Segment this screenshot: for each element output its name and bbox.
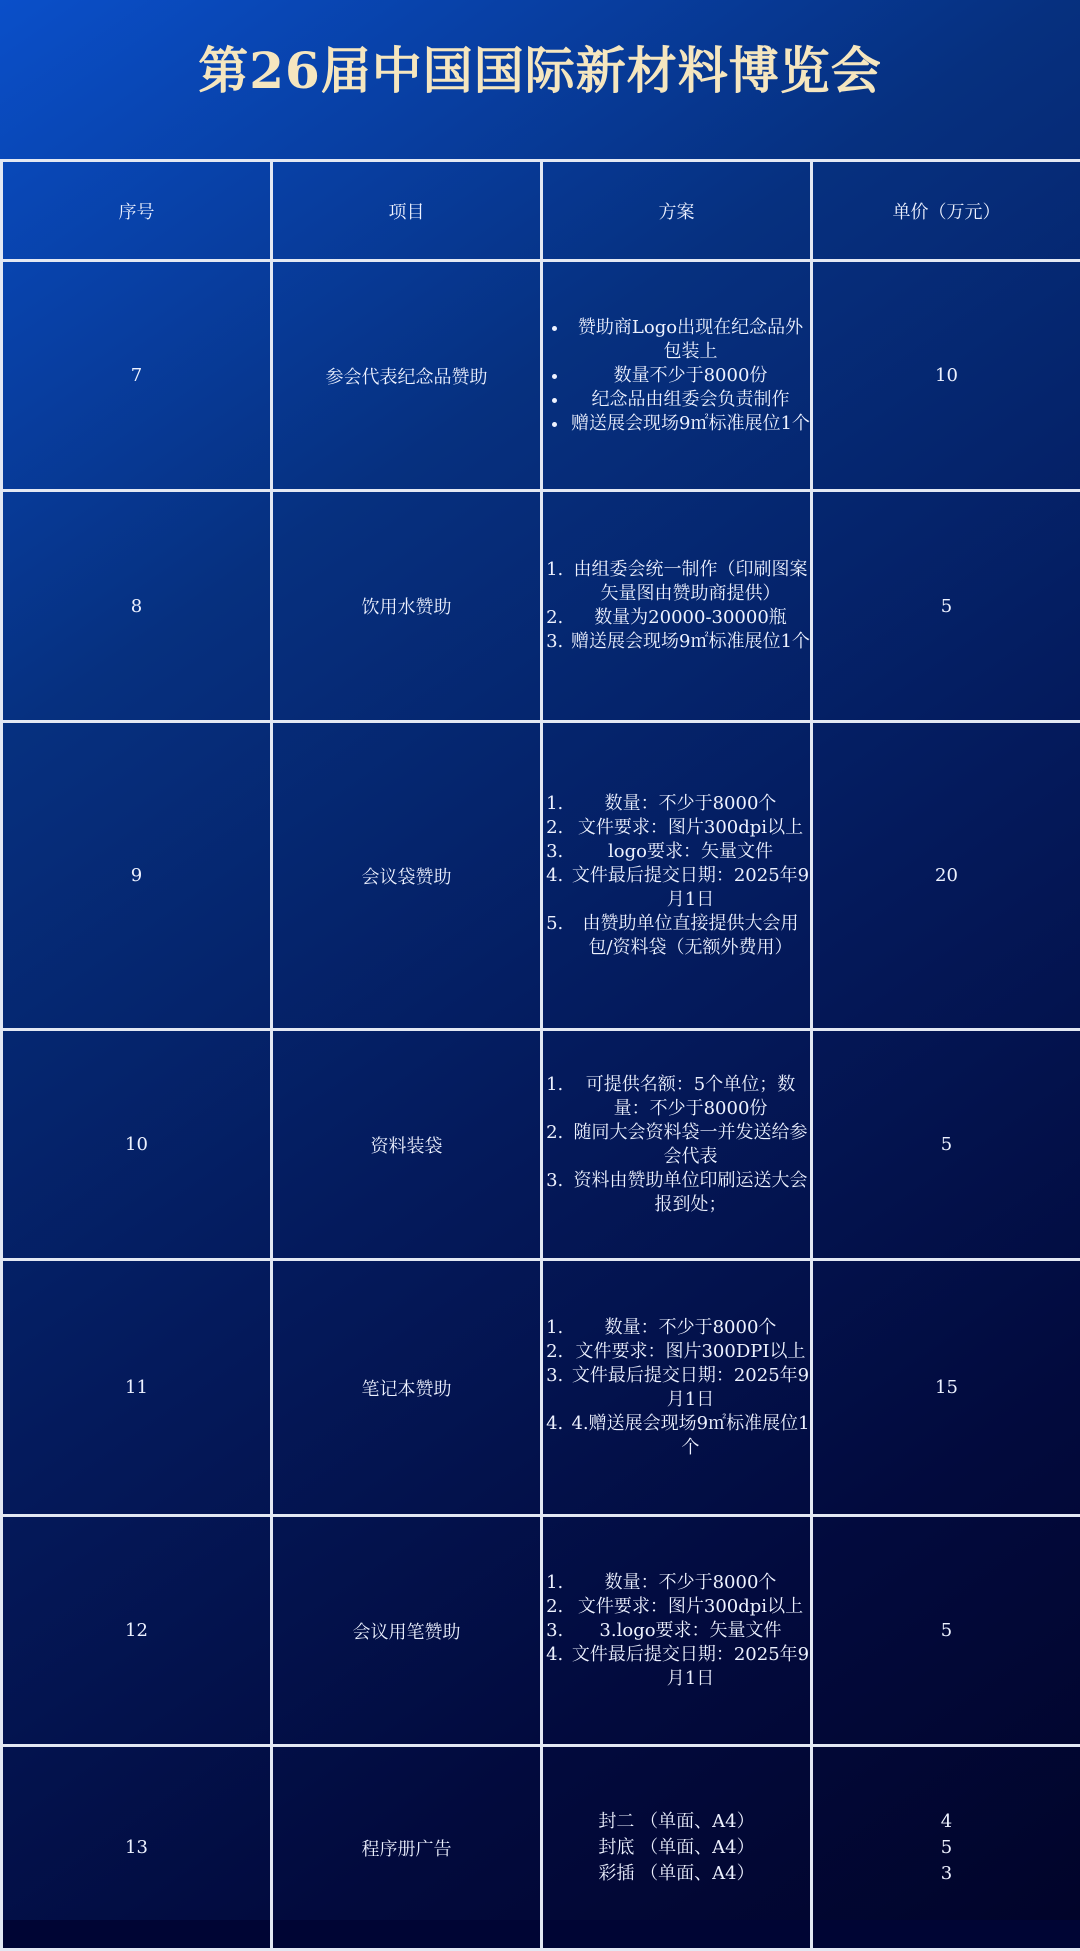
row-no: 11 [2,1260,272,1516]
row-no: 10 [2,1030,272,1260]
row-plan [542,261,812,491]
row-item: 笔记本赞助 [272,1260,542,1516]
plan-item: 2. 文件要求：图片300DPI以上 [569,1340,810,1364]
plan-item: • 数量不少于8000份 [569,364,810,388]
table-row [2,1260,1080,1516]
header-no: 序号 [2,161,272,261]
plan-list [543,1316,810,1460]
plan-item: • 纪念品由组委会负责制作 [569,388,810,412]
row-no: 8 [2,491,272,722]
plan-list [543,316,810,436]
table-row [2,1516,1080,1746]
plan-item: 2. 数量为20000-30000瓶 [569,606,810,630]
price-line: 5 [813,1835,1080,1861]
plan-item: 3. 赠送展会现场9㎡标准展位1个 [569,630,810,654]
page-title: 第26届中国国际新材料博览会 [198,31,882,103]
plan-lines [543,1809,810,1887]
row-price: 10 [812,261,1080,491]
row-item: 参会代表纪念品赞助 [272,261,542,491]
plan-list [543,792,810,960]
row-plan [542,491,812,722]
row-item: 程序册广告 [272,1746,542,1950]
plan-list [543,558,810,654]
plan-list [543,1073,810,1217]
price-line: 4 [813,1809,1080,1835]
row-no: 13 [2,1746,272,1950]
row-no: 9 [2,722,272,1030]
row-price: 20 [812,722,1080,1030]
price-lines [813,1809,1080,1887]
row-price: 15 [812,1260,1080,1516]
row-price: 5 [812,1516,1080,1746]
plan-item: 3. 资料由赞助单位印刷运送大会报到处； [569,1169,810,1217]
row-item: 资料装袋 [272,1030,542,1260]
row-price: 5 [812,491,1080,722]
plan-item: 2. 文件要求：图片300dpi以上 [569,816,810,840]
plan-item: 1. 数量：不少于8000个 [569,792,810,816]
plan-item: 4. 4.赠送展会现场9㎡标准展位1个 [569,1412,810,1460]
plan-item: 2. 文件要求：图片300dpi以上 [569,1595,810,1619]
plan-item: • 赞助商Logo出现在纪念品外包装上 [569,316,810,364]
plan-item: • 赠送展会现场9㎡标准展位1个 [569,412,810,436]
plan-item: 3. logo要求：矢量文件 [569,840,810,864]
row-plan [542,722,812,1030]
plan-line: 彩插 （单面、A4） [543,1861,810,1887]
price-line: 3 [813,1861,1080,1887]
row-item: 会议袋赞助 [272,722,542,1030]
plan-item: 1. 数量：不少于8000个 [569,1571,810,1595]
row-price [812,1746,1080,1950]
row-plan [542,1516,812,1746]
sponsorship-table [0,159,1080,1951]
row-plan [542,1746,812,1950]
row-plan [542,1260,812,1516]
row-item: 饮用水赞助 [272,491,542,722]
header-item: 项目 [272,161,542,261]
plan-item: 2. 随同大会资料袋一并发送给参会代表 [569,1121,810,1169]
row-no: 12 [2,1516,272,1746]
row-no: 7 [2,261,272,491]
plan-item: 5. 由赞助单位直接提供大会用包/资料袋（无额外费用） [569,912,810,960]
header-price: 单价（万元） [812,161,1080,261]
table-row [2,491,1080,722]
row-item: 会议用笔赞助 [272,1516,542,1746]
plan-item: 4. 文件最后提交日期：2025年9月1日 [569,864,810,912]
plan-item: 3. 3.logo要求：矢量文件 [569,1619,810,1643]
table-row [2,1746,1080,1950]
table-row [2,722,1080,1030]
table-row [2,1030,1080,1260]
plan-item: 1. 可提供名额：5个单位；数量：不少于8000份 [569,1073,810,1121]
plan-item: 1. 数量：不少于8000个 [569,1316,810,1340]
table-row [2,261,1080,491]
plan-line: 封底 （单面、A4） [543,1835,810,1861]
table-header-row [2,161,1080,261]
plan-list [543,1571,810,1691]
row-price: 5 [812,1030,1080,1260]
plan-line: 封二 （单面、A4） [543,1809,810,1835]
header-plan: 方案 [542,161,812,261]
plan-item: 4. 文件最后提交日期：2025年9月1日 [569,1643,810,1691]
plan-item: 1. 由组委会统一制作（印刷图案矢量图由赞助商提供） [569,558,810,606]
header-banner [0,0,1080,160]
plan-item: 3. 文件最后提交日期：2025年9月1日 [569,1364,810,1412]
row-plan [542,1030,812,1260]
